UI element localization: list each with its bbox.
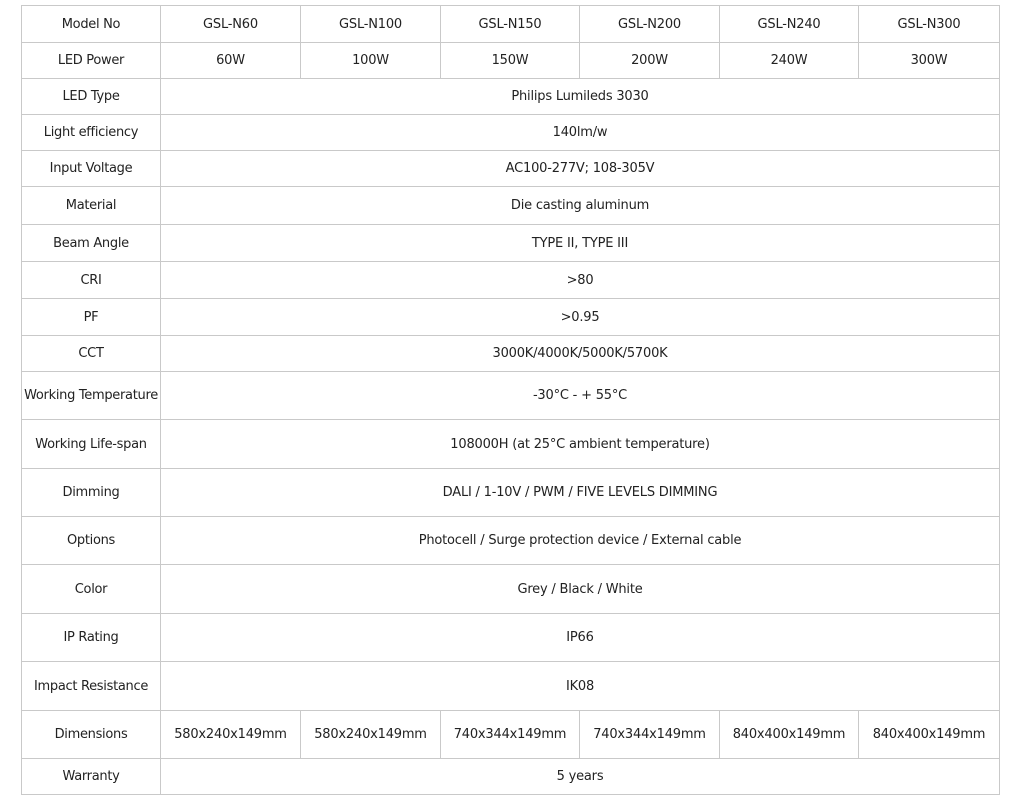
label-color: Color [22,565,161,614]
model-cell: GSL-N240 [720,6,859,43]
row-working-life-span [22,420,1000,469]
value-impact-resistance: IK08 [161,662,1000,711]
value-ip-rating: IP66 [161,614,1000,662]
model-cell: GSL-N150 [441,6,580,43]
value-cct: 3000K/4000K/5000K/5700K [161,336,1000,372]
value-dimming: DALI / 1-10V / PWM / FIVE LEVELS DIMMING [161,469,1000,517]
label-beam-angle: Beam Angle [22,225,161,262]
power-cell: 240W [720,43,859,79]
value-color: Grey / Black / White [161,565,1000,614]
value-working-life-span: 108000H (at 25°C ambient temperature) [161,420,1000,469]
label-input-voltage: Input Voltage [22,151,161,187]
label-dimming: Dimming [22,469,161,517]
value-pf: >0.95 [161,299,1000,336]
row-working-temperature [22,372,1000,420]
label-warranty: Warranty [22,759,161,795]
label-led-power: LED Power [22,43,161,79]
spec-table [21,5,1000,795]
label-working-temperature: Working Temperature [22,372,161,420]
row-light-efficiency [22,115,1000,151]
label-working-life-span: Working Life-span [22,420,161,469]
label-dimensions: Dimensions [22,711,161,759]
power-cell: 200W [580,43,720,79]
model-cell: GSL-N200 [580,6,720,43]
value-options: Photocell / Surge protection device / External cable [161,517,1000,565]
value-cri: >80 [161,262,1000,299]
dimension-cell: 840x400x149mm [859,711,1000,759]
value-material: Die casting aluminum [161,187,1000,225]
row-led-type [22,79,1000,115]
row-cct [22,336,1000,372]
power-cell: 150W [441,43,580,79]
row-ip-rating [22,614,1000,662]
value-led-type: Philips Lumileds 3030 [161,79,1000,115]
model-cell: GSL-N60 [161,6,301,43]
dimension-cell: 740x344x149mm [441,711,580,759]
row-warranty [22,759,1000,795]
row-cri [22,262,1000,299]
label-led-type: LED Type [22,79,161,115]
label-cri: CRI [22,262,161,299]
power-cell: 300W [859,43,1000,79]
row-input-voltage [22,151,1000,187]
row-impact-resistance [22,662,1000,711]
row-color [22,565,1000,614]
value-working-temperature: -30°C - + 55°C [161,372,1000,420]
row-dimensions [22,711,1000,759]
dimension-cell: 580x240x149mm [161,711,301,759]
label-model-no: Model No [22,6,161,43]
label-pf: PF [22,299,161,336]
label-material: Material [22,187,161,225]
row-dimming [22,469,1000,517]
label-light-efficiency: Light efficiency [22,115,161,151]
dimension-cell: 580x240x149mm [301,711,441,759]
row-options [22,517,1000,565]
row-pf [22,299,1000,336]
dimension-cell: 740x344x149mm [580,711,720,759]
row-beam-angle [22,225,1000,262]
value-input-voltage: AC100-277V; 108-305V [161,151,1000,187]
row-led-power [22,43,1000,79]
dimension-cell: 840x400x149mm [720,711,859,759]
value-warranty: 5 years [161,759,1000,795]
row-model-no [22,6,1000,43]
model-cell: GSL-N300 [859,6,1000,43]
label-impact-resistance: Impact Resistance [22,662,161,711]
row-material [22,187,1000,225]
model-cell: GSL-N100 [301,6,441,43]
label-cct: CCT [22,336,161,372]
value-light-efficiency: 140lm/w [161,115,1000,151]
power-cell: 100W [301,43,441,79]
label-ip-rating: IP Rating [22,614,161,662]
value-beam-angle: TYPE II, TYPE III [161,225,1000,262]
power-cell: 60W [161,43,301,79]
label-options: Options [22,517,161,565]
